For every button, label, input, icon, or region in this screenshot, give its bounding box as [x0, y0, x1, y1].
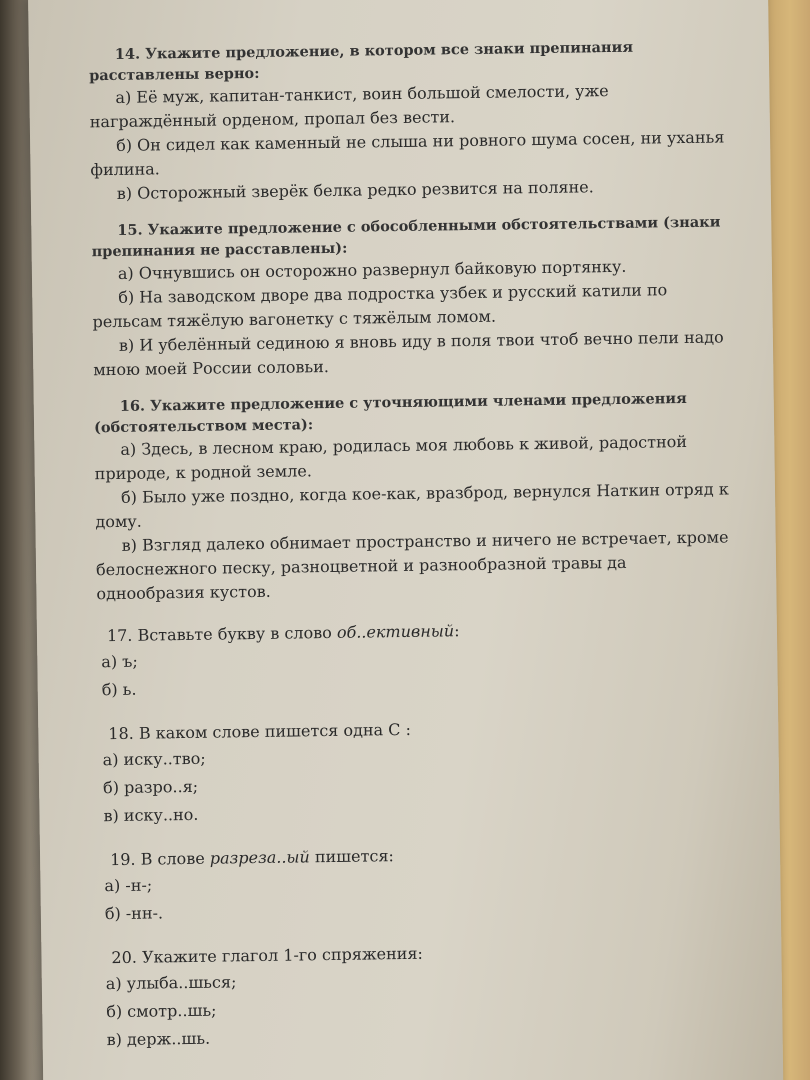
title-suffix: пишется:	[309, 846, 394, 867]
question-title: 16. Укажите предложение с уточняющими членами предложения (обстоятельством места):	[93, 390, 687, 437]
question-19	[100, 839, 741, 928]
page-content	[89, 35, 743, 1064]
option-a: а) улыба..шься;	[105, 972, 237, 994]
question-title: 14. Укажите предложение, в котором все знаки препинания расставлены верно:	[89, 38, 634, 85]
option-b: б) На заводском дворе два подростка узбек и русский катили по рельсам тяжёлую вагонетку с тяжёлым ломом.	[92, 280, 668, 332]
option-b: б) разро..я;	[102, 776, 199, 798]
title-suffix: :	[453, 621, 460, 641]
book-page	[28, 0, 783, 1080]
title-prefix: 17. Вставьте букву в слово	[106, 622, 338, 646]
option-c: в) Осторожный зверёк белка редко резвится на поляне.	[116, 177, 594, 203]
question-16	[94, 387, 737, 606]
option-c: в) И убелённый сединою я вновь иду в поля твои чтоб вечно пели надо мною моей России соловьи.	[93, 327, 724, 380]
title-prefix: 19. В слове	[109, 848, 210, 870]
option-b: б) -нн-.	[104, 903, 164, 924]
option-b: б) смотр..шь;	[106, 1000, 217, 1022]
question-title: 18. В каком слове пишется одна С :	[108, 719, 412, 744]
option-b: б) Было уже поздно, когда кое-как, вразброд, вернулся Наткин отряд к дому.	[95, 479, 729, 532]
option-a: а) ъ;	[101, 651, 138, 672]
option-b: б) Он сидел как каменный не слыша ни ровного шума сосен, ни уханья филина.	[90, 127, 725, 180]
option-c: в) иску..но.	[103, 804, 199, 826]
question-20	[101, 937, 742, 1054]
option-a: а) Очнувшись он осторожно развернул байковую портянку.	[117, 256, 627, 283]
question-title: 20. Укажите глагол 1-го спряжения:	[111, 943, 424, 968]
question-17	[97, 615, 738, 704]
question-14	[89, 35, 731, 206]
option-c: в) держ..шь.	[106, 1028, 211, 1050]
option-a: а) иску..тво;	[102, 748, 206, 770]
option-a: а) Здесь, в лесном краю, родилась моя любовь к живой, радостной природе, к родной земле.	[94, 432, 688, 484]
option-a: а) Её муж, капитан-танкист, воин большой смелости, уже награждённый орденом, пропал без вести.	[89, 81, 609, 132]
option-b: б) ь.	[101, 679, 137, 700]
title-word: об..ективный	[336, 621, 455, 642]
question-15	[91, 211, 733, 382]
question-18	[98, 713, 739, 830]
question-title: 15. Укажите предложение с обособленными обстоятельствами (знаки препинания не расставлены):	[91, 213, 721, 261]
option-a: а) -н-;	[104, 875, 153, 896]
option-c: в) Взгляд далеко обнимает пространство и ничего не встречает, кроме белоснежного песку, разноцветной и разнообразной травы да однообразия кустов.	[95, 527, 729, 604]
title-word: разреза..ый	[209, 847, 310, 868]
